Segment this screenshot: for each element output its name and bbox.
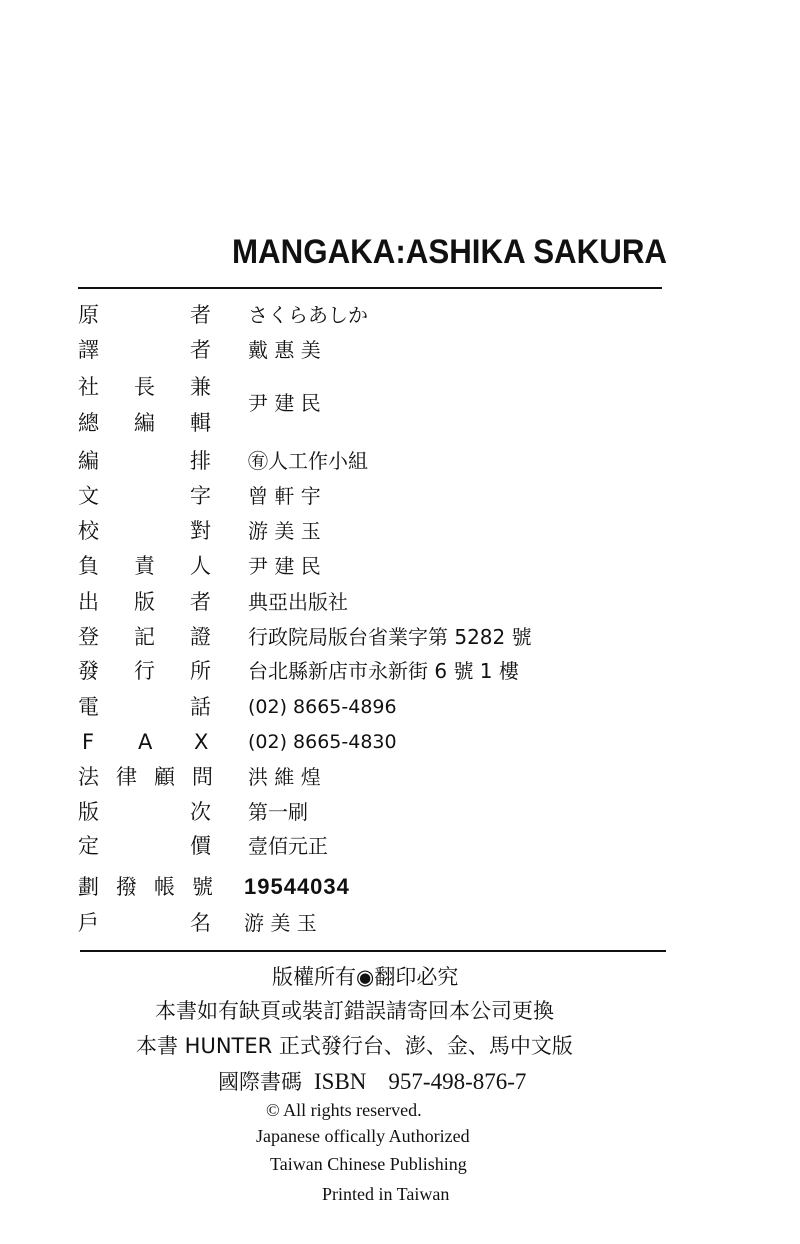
credit-row-account-name [78,908,678,942]
license-note: 本書 HUNTER 正式發行台、澎、金、馬中文版 [136,1034,573,1058]
credit-row-registration [78,622,678,656]
page-title: MANGAKA:ASHIKA SAKURA [232,233,668,271]
credit-row-president [78,372,678,415]
label-char: 譯 [78,338,99,362]
credit-value: 壹佰元正 [248,834,328,858]
label-char: 者 [190,338,211,362]
label-char: 律 [116,765,137,789]
publishing-note: Taiwan Chinese Publishing [270,1154,467,1174]
label-char: 所 [190,659,211,683]
credit-value: (02) 8665-4896 [248,696,397,718]
credit-value: ㊒人工作小組 [248,449,368,473]
label-char: 撥 [116,875,137,899]
credit-value: 戴 惠 美 [248,338,321,362]
label-char: 登 [78,625,99,649]
label-char: 者 [190,590,211,614]
credit-value: 行政院局版台省業字第 5282 號 [248,625,532,649]
label-char: 編 [78,449,99,473]
credit-value: 游 美 玉 [244,911,317,935]
label-char: 兼 [190,375,211,399]
credit-row-legal [78,762,678,796]
label-char: 話 [190,695,211,719]
label-char: 定 [78,834,99,858]
credit-value: 第一刷 [248,800,308,824]
replacement-note: 本書如有缺頁或裝訂錯誤請寄回本公司更換 [155,999,554,1023]
top-rule [78,287,662,289]
label-char: 電 [78,695,99,719]
isbn-label: 國際書碼 [218,1070,302,1094]
isbn-line [218,1066,526,1096]
label-char: 編 [134,411,155,435]
isbn-number: 957-498-876-7 [388,1069,527,1094]
label-char: 問 [192,765,213,789]
label-char: 對 [190,519,211,543]
label-char: X [194,730,209,754]
credit-value: 曾 軒 宇 [248,484,321,508]
credit-value: 尹 建 民 [248,391,321,415]
bottom-rule [80,950,666,952]
credit-value: 尹 建 民 [248,554,321,578]
label-char: 字 [190,484,211,508]
credit-row-phone [78,692,678,726]
label-char: 名 [190,911,211,935]
authorized-note: Japanese offically Authorized [256,1126,470,1146]
label-char: 校 [78,519,99,543]
label-char: 發 [78,659,99,683]
rights-reserved-en: © All rights reserved. [266,1100,422,1120]
label-char: 輯 [190,411,211,435]
credit-row-layout [78,446,678,480]
credit-value: 台北縣新店市永新街 6 號 1 樓 [248,659,519,683]
label-char: 版 [134,590,155,614]
label-char: 記 [134,625,155,649]
credit-value: 19544034 [244,874,350,899]
printed-note: Printed in Taiwan [322,1184,450,1204]
label-char: 價 [190,834,211,858]
credit-value: 游 美 玉 [248,519,321,543]
label-char: 總 [78,411,99,435]
rights-reserved-zh: 版權所有◉翻印必究 [272,965,459,989]
label-char: 負 [78,554,99,578]
credit-row-postal-account [78,872,678,906]
credit-row-proofreading [78,516,678,550]
credit-row-responsible [78,551,678,585]
label-char: 號 [192,875,213,899]
label-char: 帳 [154,875,175,899]
label-char: 者 [190,303,211,327]
isbn-word: ISBN [314,1069,367,1094]
label-char: 排 [190,449,211,473]
credit-row-author [78,300,678,334]
label-char: 出 [78,590,99,614]
label-char: 次 [190,800,211,824]
label-char: 版 [78,800,99,824]
label-char: 長 [134,375,155,399]
label-char: 原 [78,303,99,327]
label-char: 行 [134,659,155,683]
credit-row-edition [78,797,678,831]
credit-row-lettering [78,481,678,515]
label-char: 證 [190,625,211,649]
label-char: 社 [78,375,99,399]
label-char: F [82,730,95,754]
credit-value: 洪 維 煌 [248,765,321,789]
label-char: 戶 [78,911,99,935]
credit-row-chief-editor [78,408,678,442]
credit-value: (02) 8665-4830 [248,731,397,753]
label-char: A [138,730,153,754]
credit-value: 典亞出版社 [248,590,348,614]
credit-row-publisher [78,587,678,621]
credit-value: さくらあしか [248,303,368,327]
label-char: 劃 [78,875,99,899]
credit-row-distributor [78,656,678,690]
label-char: 顧 [154,765,175,789]
label-char: 責 [134,554,155,578]
credit-row-price [78,831,678,865]
credit-row-fax [78,727,678,761]
credit-row-translator [78,335,678,369]
label-char: 文 [78,484,99,508]
label-char: 法 [78,765,99,789]
label-char: 人 [190,554,211,578]
